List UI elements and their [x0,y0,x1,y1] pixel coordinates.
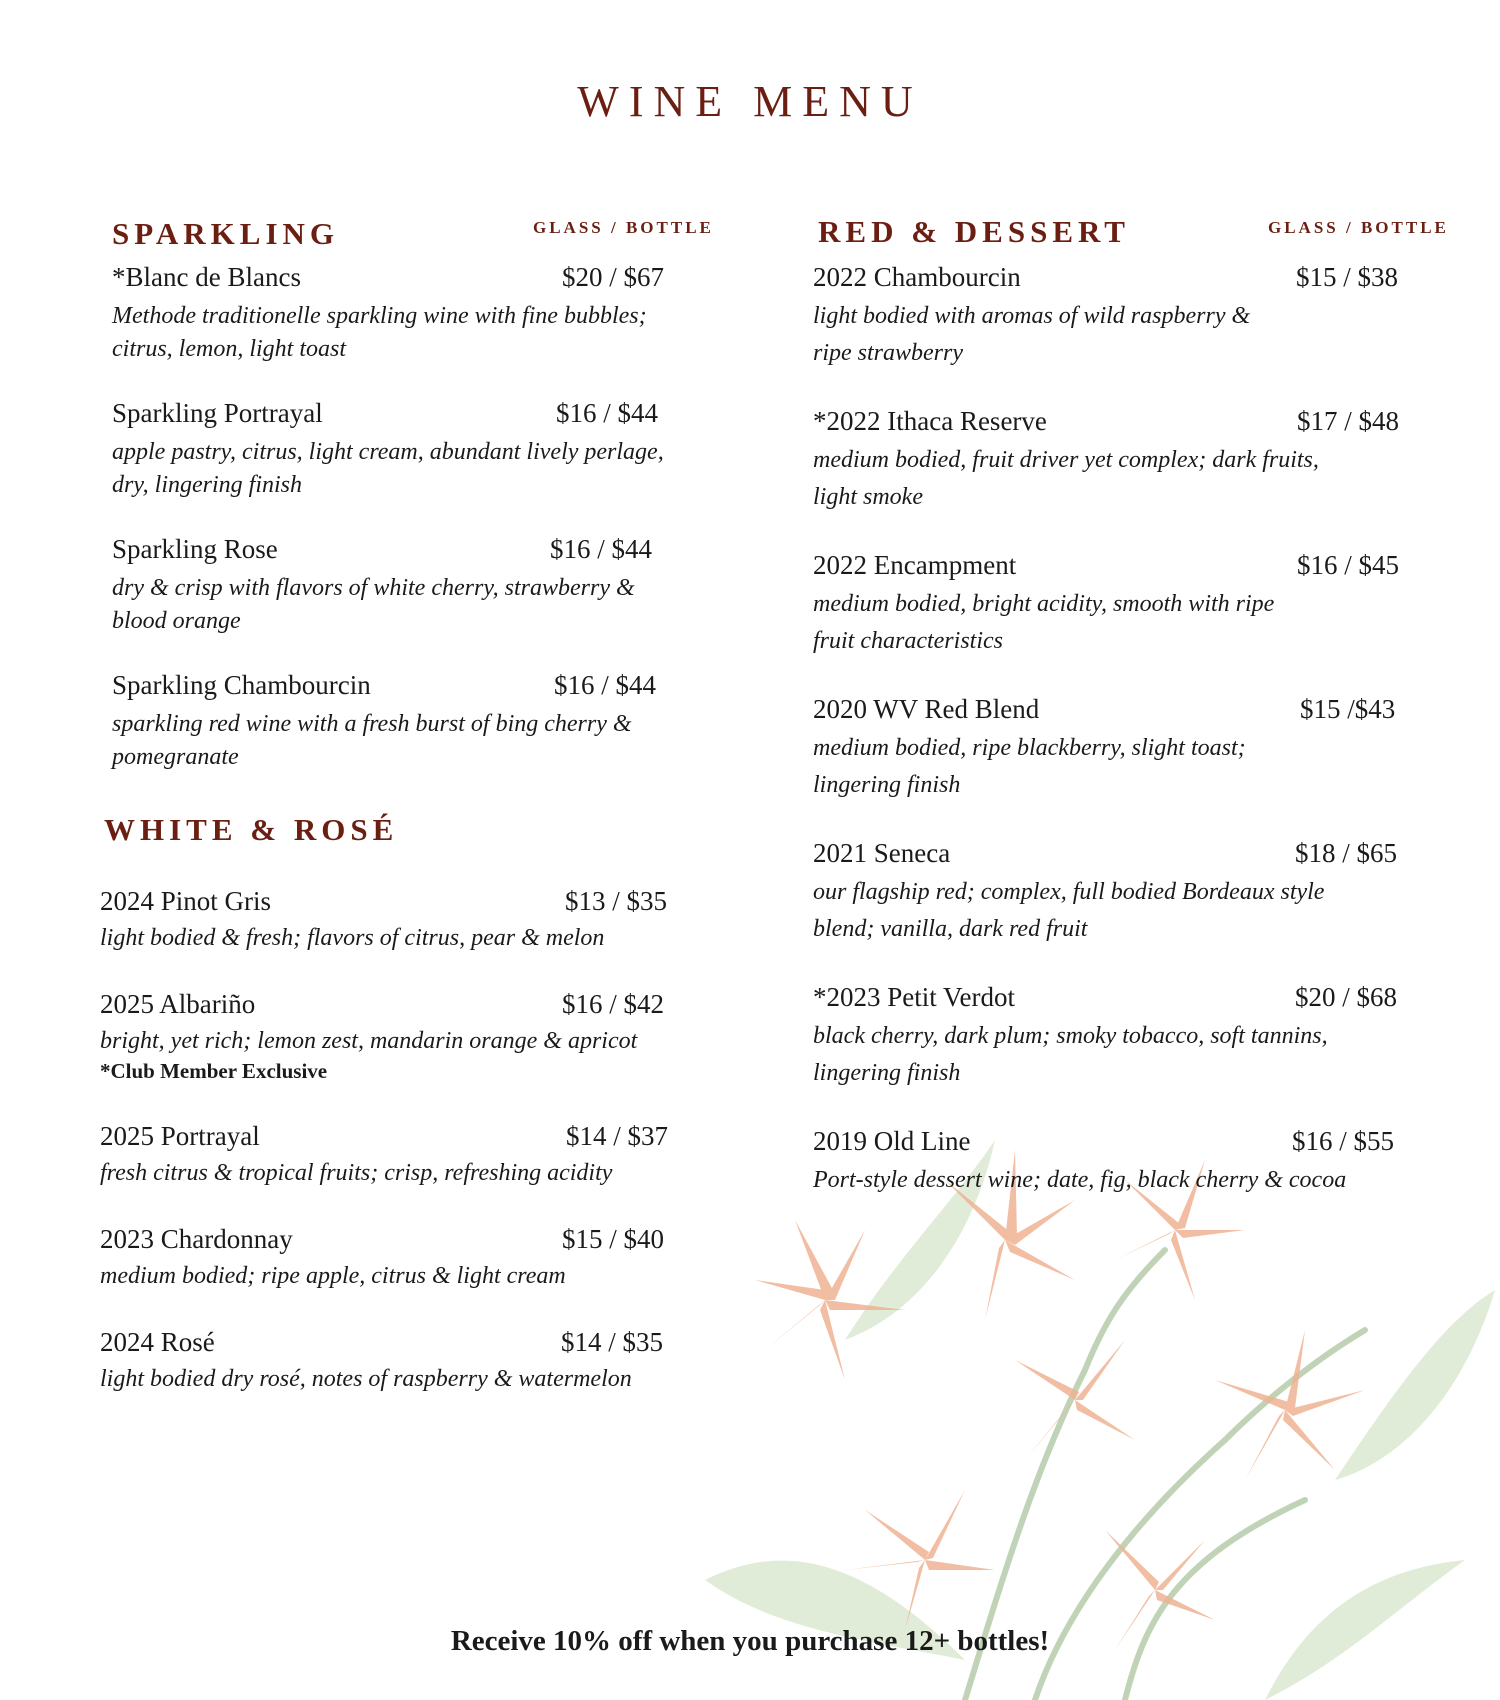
wine-price: $20 / $68 [1295,982,1398,1012]
wine-name: 2025 Albariño [100,989,256,1019]
wine-price: $16 / $55 [1292,1126,1395,1156]
wine-description: apple pastry, citrus, light cream, abundant lively perlage, [112,439,664,465]
wine-description: Methode traditionelle sparkling wine with fine bubbles; [112,303,647,329]
wine-description: fruit characteristics [813,628,1003,654]
menu-title: WINE MENU [577,77,923,126]
wine-description: blend; vanilla, dark red fruit [813,916,1088,942]
wine-price: $15 /$43 [1300,694,1396,724]
wine-name: *2023 Petit Verdot [813,982,1015,1012]
wine-name: 2024 Rosé [100,1327,215,1357]
wine-price: $14 / $35 [561,1327,664,1357]
wine-description: Port-style dessert wine; date, fig, black cherry & cocoa [813,1167,1347,1193]
wine-price: $15 / $38 [1296,262,1399,292]
wine-description: light smoke [813,484,923,510]
wine-name: 2022 Encampment [813,550,1017,580]
club-member-note: *Club Member Exclusive [100,1059,328,1083]
glass-bottle-header-right: GLASS / BOTTLE [1268,218,1449,237]
wine-name: *Blanc de Blancs [112,262,301,292]
wine-name: Sparkling Chambourcin [112,670,371,700]
section-title-white-rose: WHITE & ROSÉ [104,812,399,847]
wine-name: 2019 Old Line [813,1126,971,1156]
wine-name: 2024 Pinot Gris [100,886,272,916]
wine-description: medium bodied, fruit driver yet complex; dark fruits, [813,447,1319,473]
wine-price: $13 / $35 [565,886,668,916]
wine-price: $16 / $42 [562,989,665,1019]
wine-description: black cherry, dark plum; smoky tobacco, soft tannins, [813,1023,1328,1049]
wine-price: $16 / $44 [554,670,657,700]
section-title-red-dessert: RED & DESSERT [818,214,1130,249]
wine-name: 2023 Chardonnay [100,1224,293,1254]
wine-name: Sparkling Rose [112,534,278,564]
wine-name: 2020 WV Red Blend [813,694,1040,724]
wine-description: light bodied with aromas of wild raspberry & [813,303,1251,329]
wine-price: $16 / $44 [556,398,659,428]
wine-description: light bodied dry rosé, notes of raspberry & watermelon [100,1366,632,1392]
wine-name: 2025 Portrayal [100,1121,260,1151]
wine-name: *2022 Ithaca Reserve [813,406,1047,436]
glass-bottle-header-left: GLASS / BOTTLE [533,218,714,237]
wine-description: lingering finish [813,772,961,798]
wine-price: $18 / $65 [1295,838,1398,868]
wine-description: dry, lingering finish [112,472,303,498]
wine-description: lingering finish [813,1060,961,1086]
wine-description: dry & crisp with flavors of white cherry, strawberry & [112,575,635,601]
bulk-discount-footer: Receive 10% off when you purchase 12+ bottles! [450,1625,1050,1657]
wine-description: citrus, lemon, light toast [112,336,346,362]
wine-description: light bodied & fresh; flavors of citrus, pear & melon [100,925,605,951]
wine-description: ripe strawberry [813,340,963,366]
wine-name: 2021 Seneca [813,838,951,868]
wine-price: $17 / $48 [1297,406,1400,436]
wine-description: our flagship red; complex, full bodied Bordeaux style [813,879,1325,905]
wine-description: medium bodied, bright acidity, smooth with ripe [813,591,1275,617]
wine-price: $16 / $44 [550,534,653,564]
wine-description: bright, yet rich; lemon zest, mandarin orange & apricot [100,1028,638,1054]
wine-description: fresh citrus & tropical fruits; crisp, refreshing acidity [100,1160,613,1186]
wine-name: 2022 Chambourcin [813,262,1021,292]
section-title-sparkling: SPARKLING [112,216,340,251]
wine-description: pomegranate [112,744,239,770]
wine-description: sparkling red wine with a fresh burst of bing cherry & [112,711,632,737]
wine-price: $14 / $37 [566,1121,669,1151]
wine-description: medium bodied; ripe apple, citrus & light cream [100,1263,566,1289]
wine-description: blood orange [112,608,241,634]
wine-price: $16 / $45 [1297,550,1400,580]
wine-price: $20 / $67 [562,262,665,292]
wine-description: medium bodied, ripe blackberry, slight toast; [813,735,1246,761]
wine-price: $15 / $40 [562,1224,665,1254]
wine-name: Sparkling Portrayal [112,398,323,428]
